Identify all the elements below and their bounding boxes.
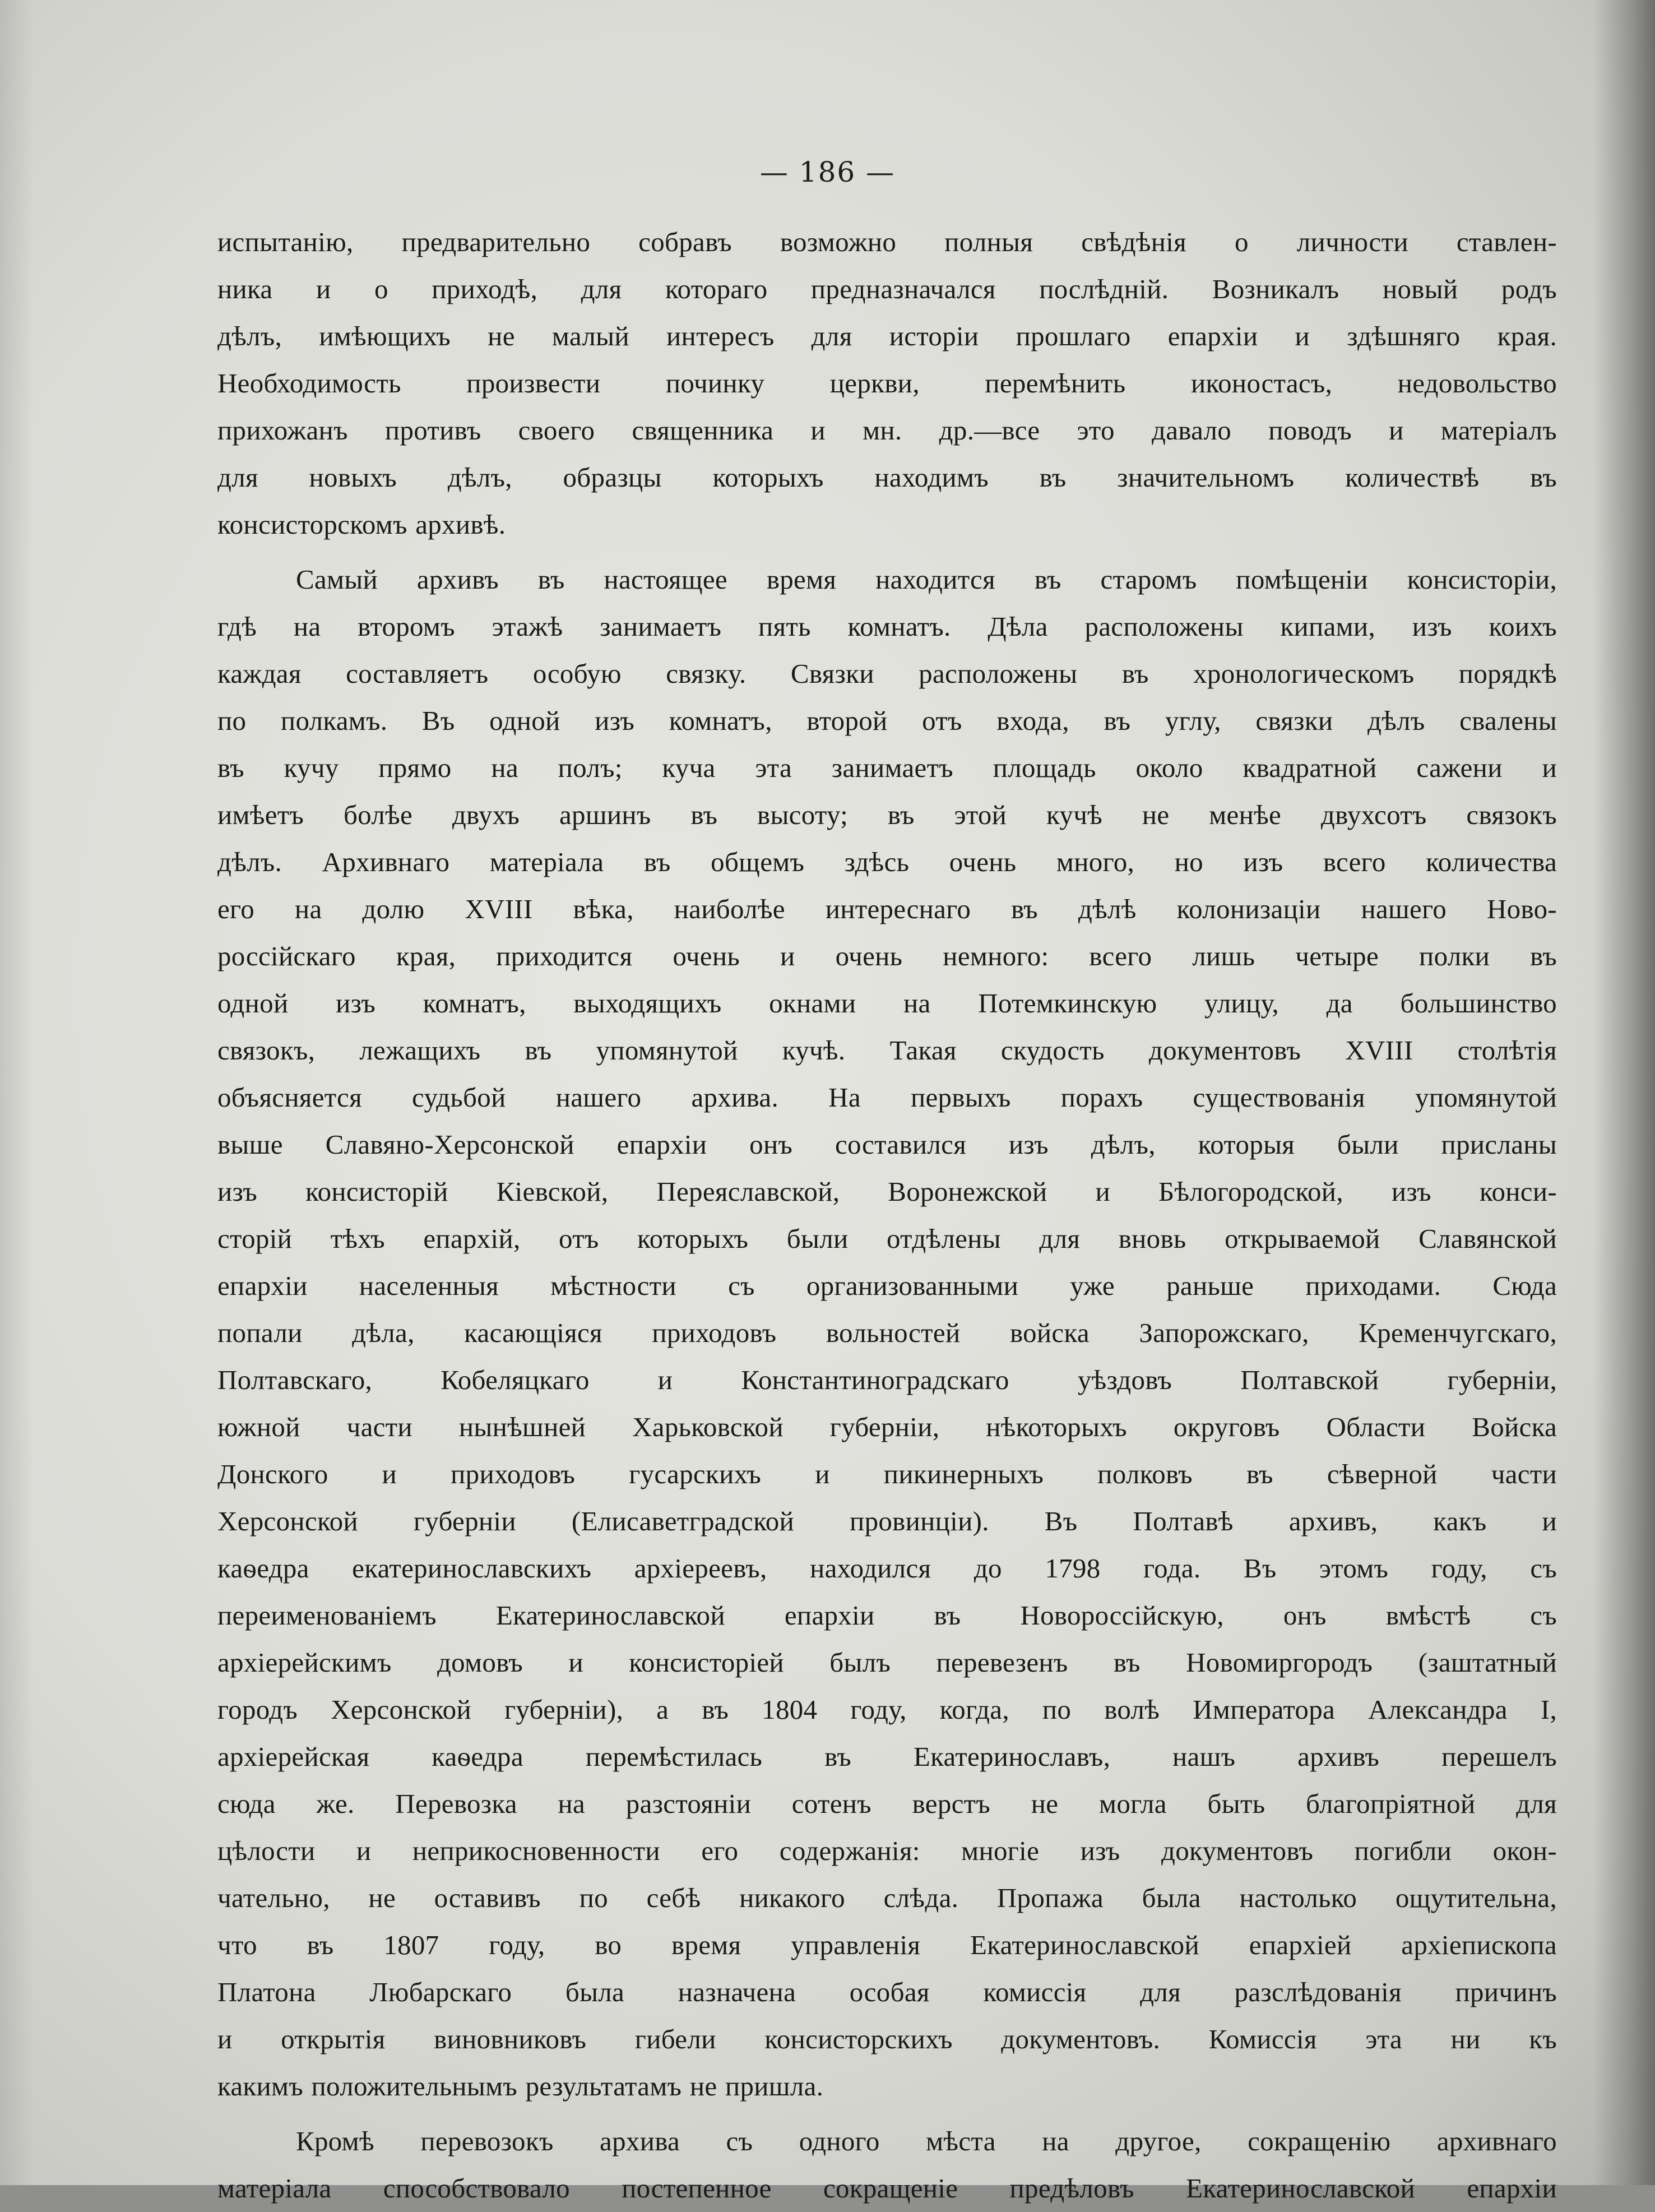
text-line: по полкамъ. Въ одной изъ комнатъ, второй отъ входа, въ углу, связки дѣлъ свалены	[217, 705, 1557, 736]
paragraph	[217, 2118, 1557, 2212]
body-text	[217, 219, 1557, 2212]
text-line: архіерейская каѳедра перемѣстилась въ Екатеринославъ, нашъ архивъ перешелъ	[217, 1741, 1557, 1772]
text-line: какимъ положительнымъ результатамъ не пришла.	[217, 2071, 824, 2102]
text-line: Кромѣ перевозокъ архива съ одного мѣста на другое, сокращенію архивнаго	[296, 2126, 1557, 2157]
text-line: епархіи населенныя мѣстности съ организованными уже раньше приходами. Сюда	[217, 1270, 1557, 1301]
text-line: консисторскомъ архивѣ.	[217, 509, 506, 540]
text-line: что въ 1807 году, во время управленія Екатеринославской епархіей архіепископа	[217, 1929, 1557, 1960]
text-line: каѳедра екатеринославскихъ архіереевъ, находился до 1798 года. Въ этомъ году, съ	[217, 1553, 1557, 1584]
text-line: Необходимость произвести починку церкви, перемѣнить иконостасъ, недовольство	[217, 368, 1557, 399]
text-line: сюда же. Перевозка на разстояніи сотенъ верстъ не могла быть благопріятной для	[217, 1788, 1557, 1819]
page-binding-shadow-right	[1593, 0, 1655, 2185]
text-line: выше Славяно-Херсонской епархіи онъ составился изъ дѣлъ, которыя были присланы	[217, 1129, 1557, 1160]
text-line: одной изъ комнатъ, выходящихъ окнами на Потемкинскую улицу, да большинство	[217, 988, 1557, 1019]
text-line: и открытія виновниковъ гибели консисторскихъ документовъ. Комиссія эта ни къ	[217, 2024, 1557, 2054]
text-line: Донского и приходовъ гусарскихъ и пикинерныхъ полковъ въ сѣверной части	[217, 1459, 1557, 1489]
text-line: для новыхъ дѣлъ, образцы которыхъ находимъ въ значительномъ количествѣ въ	[217, 462, 1557, 493]
text-line: связокъ, лежащихъ въ упомянутой кучѣ. Такая скудость документовъ XVIII столѣтія	[217, 1035, 1557, 1066]
text-line: его на долю XVIII вѣка, наиболѣе интереснаго въ дѣлѣ колонизаціи нашего Ново-	[217, 894, 1557, 924]
page-edge-shadow-left	[0, 0, 34, 2185]
text-line: прихожанъ противъ своего священника и мн. др.—все это давало поводъ и матеріалъ	[217, 415, 1557, 446]
text-line: имѣетъ болѣе двухъ аршинъ въ высоту; въ этой кучѣ не менѣе двухсотъ связокъ	[217, 799, 1557, 830]
text-line: изъ консисторій Кіевской, Переяславской, Воронежской и Бѣлогородской, изъ конси-	[217, 1176, 1557, 1207]
text-line: Платона Любарскаго была назначена особая комиссія для разслѣдованія причинъ	[217, 1977, 1557, 2007]
paragraph	[217, 219, 1557, 548]
text-line: городъ Херсонской губерніи), а въ 1804 году, когда, по волѣ Императора Александра I,	[217, 1694, 1557, 1725]
text-line: попали дѣла, касающіяся приходовъ вольностей войска Запорожскаго, Кременчугскаго,	[217, 1317, 1557, 1348]
text-line: россійскаго края, приходится очень и очень немного: всего лишь четыре полки въ	[217, 941, 1557, 971]
text-line: цѣлости и неприкосновенности его содержанія: многіе изъ документовъ погибли окон-	[217, 1835, 1557, 1866]
text-line: Херсонской губерніи (Елисаветградской провинціи). Въ Полтавѣ архивъ, какъ и	[217, 1506, 1557, 1537]
text-line: переименованіемъ Екатеринославской епархіи въ Новороссійскую, онъ вмѣстѣ съ	[217, 1600, 1557, 1631]
text-line: дѣлъ. Архивнаго матеріала въ общемъ здѣсь очень много, но изъ всего количества	[217, 846, 1557, 877]
text-line: каждая составляетъ особую связку. Связки расположены въ хронологическомъ порядкѣ	[217, 658, 1557, 689]
text-line: ника и о приходѣ, для котораго предназначался послѣдній. Возникалъ новый родъ	[217, 274, 1557, 304]
text-line: архіерейскимъ домовъ и консисторіей былъ перевезенъ въ Новомиргородъ (заштатный	[217, 1647, 1557, 1678]
text-line: испытанію, предварительно собравъ возможно полныя свѣдѣнія о личности ставлен-	[217, 226, 1557, 257]
text-line: въ кучу прямо на полъ; куча эта занимаетъ площадь около квадратной сажени и	[217, 752, 1557, 783]
paragraph	[217, 556, 1557, 2110]
text-line: Самый архивъ въ настоящее время находится въ старомъ помѣщеніи консисторіи,	[296, 564, 1557, 595]
page-number: — 186 —	[759, 156, 896, 188]
text-line: сторій тѣхъ епархій, отъ которыхъ были отдѣлены для вновь открываемой Славянской	[217, 1223, 1557, 1254]
text-line: Полтавскаго, Кобеляцкаго и Константиноградскаго уѣздовъ Полтавской губерніи,	[217, 1364, 1557, 1395]
text-line: дѣлъ, имѣющихъ не малый интересъ для исторіи прошлаго епархіи и здѣшняго края.	[217, 321, 1557, 351]
text-line: матеріала способствовало постепенное сокращеніе предѣловъ Екатеринославской епархіи	[217, 2173, 1557, 2204]
text-line: южной части нынѣшней Харьковской губерніи, нѣкоторыхъ округовъ Области Войска	[217, 1412, 1557, 1442]
text-line: объясняется судьбой нашего архива. На первыхъ порахъ существованія упомянутой	[217, 1082, 1557, 1113]
text-line: чательно, не оставивъ по себѣ никакого слѣда. Пропажа была настолько ощутительна,	[217, 1882, 1557, 1913]
text-line: гдѣ на второмъ этажѣ занимаетъ пять комнатъ. Дѣла расположены кипами, изъ коихъ	[217, 611, 1557, 642]
